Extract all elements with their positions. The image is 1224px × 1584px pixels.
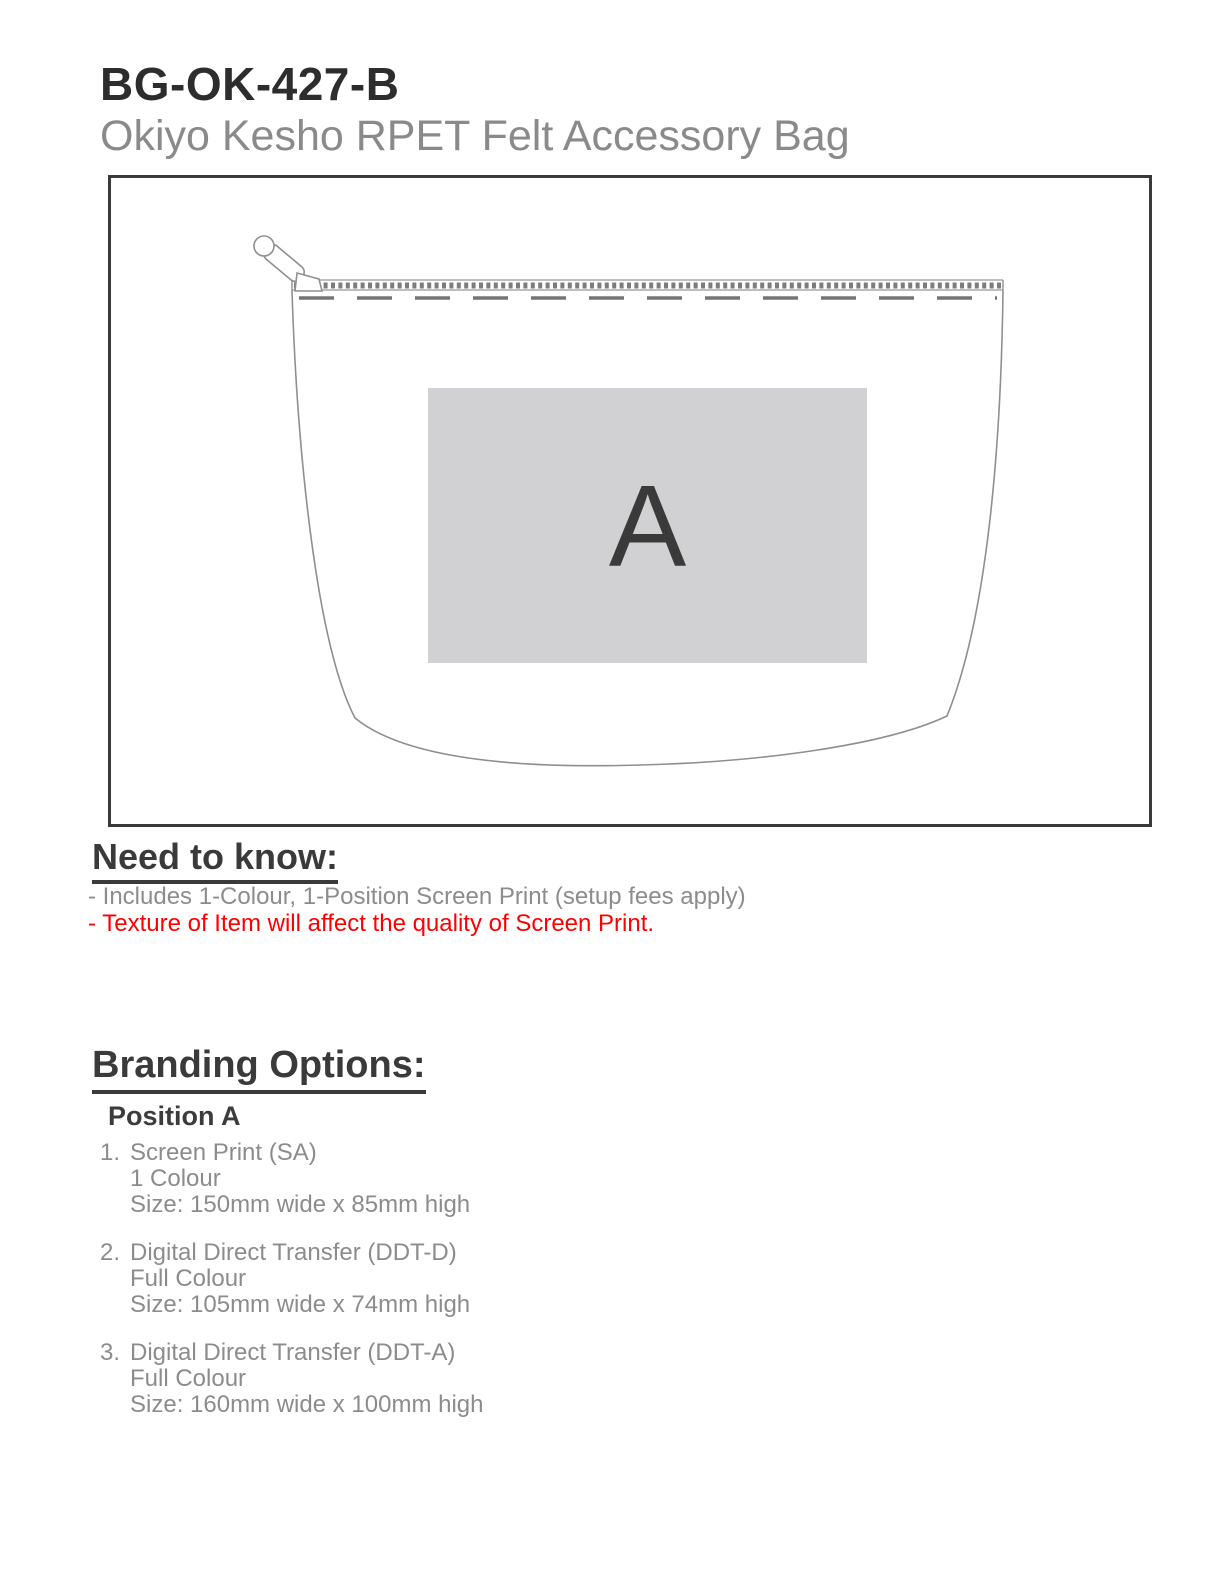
product-diagram-frame xyxy=(108,175,1152,827)
need-to-know-note-warning: - Texture of Item will affect the quality of Screen Print. xyxy=(88,910,655,937)
branding-options-heading: Branding Options: xyxy=(92,1044,426,1094)
position-a-title: Position A xyxy=(108,1101,241,1131)
option-number: 2. xyxy=(100,1239,121,1266)
branding-option-1 xyxy=(100,1140,470,1218)
page-title: BG-OK-427-B xyxy=(100,58,400,110)
zipper-pull-icon xyxy=(254,236,322,291)
option-colour: Full Colour xyxy=(130,1265,247,1292)
option-method: Screen Print (SA) xyxy=(130,1139,317,1166)
option-number: 3. xyxy=(100,1339,121,1366)
option-size: Size: 150mm wide x 85mm high xyxy=(130,1191,471,1218)
need-to-know-note: - Includes 1-Colour, 1-Position Screen Print (setup fees apply) xyxy=(88,883,746,910)
option-colour: 1 Colour xyxy=(130,1165,221,1192)
branding-option-2 xyxy=(100,1240,470,1318)
print-position-label: A xyxy=(608,460,687,591)
print-position-area xyxy=(428,388,867,663)
option-size: Size: 160mm wide x 100mm high xyxy=(130,1391,484,1418)
need-to-know-heading: Need to know: xyxy=(92,838,338,884)
branding-option-3 xyxy=(100,1340,483,1418)
option-size: Size: 105mm wide x 74mm high xyxy=(130,1291,471,1318)
option-colour: Full Colour xyxy=(130,1365,247,1392)
option-method: Digital Direct Transfer (DDT-A) xyxy=(130,1339,456,1366)
option-method: Digital Direct Transfer (DDT-D) xyxy=(130,1239,457,1266)
product-subtitle: Okiyo Kesho RPET Felt Accessory Bag xyxy=(100,112,850,160)
option-number: 1. xyxy=(100,1139,121,1166)
